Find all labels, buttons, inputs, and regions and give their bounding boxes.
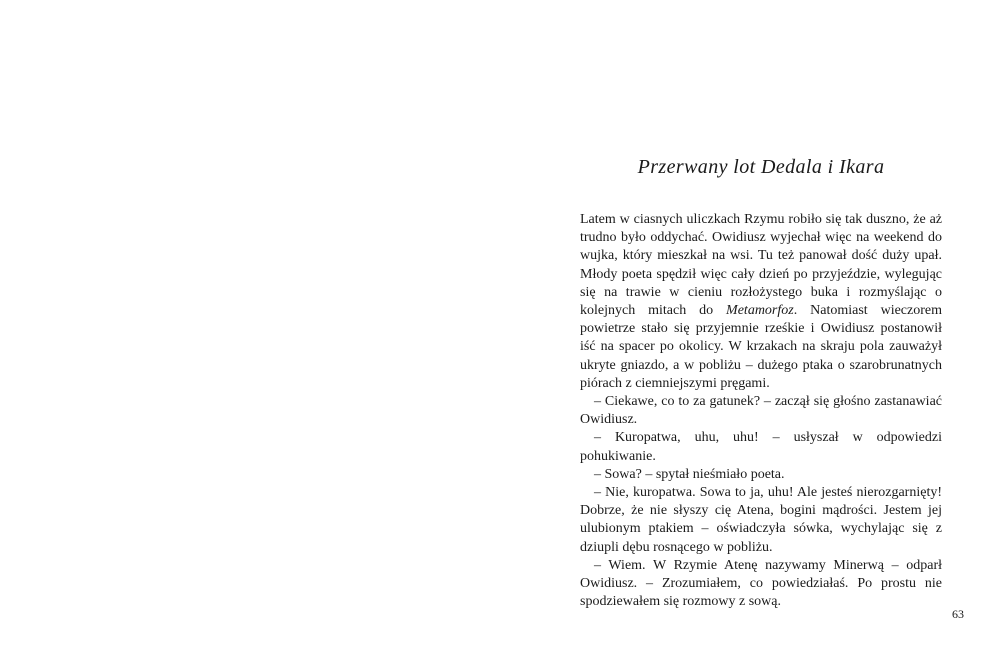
right-page: [500, 0, 1000, 652]
chapter-title: Przerwany lot Dedala i Ikara: [637, 156, 885, 178]
paragraph-text-after: . Natomiast wieczorem powietrze stało się przyjemnie rześkie i Owidiusz postanowił iść na spacer po okolicy. W krzakach na skraju pola zauważył ukryte gniazdo, a w pobliżu – dużego ptaka o szarobrunatnych piórach z ciemniejszymi pręgami.: [580, 303, 942, 391]
body-text: [580, 211, 942, 611]
paragraph-narration: [580, 211, 942, 393]
paragraph-text-before: Latem w ciasnych uliczkach Rzymu robiło się tak duszno, że aż trudno było oddychać. Owidiusz wyjechał więc na weekend do wujka, który mieszkał na wsi. Tu też panował dość duży upał. Młody poeta spędził więc cały dzień po przyjeździe, wylegując się na trawie w cieniu rozłożystego buka i rozmyślając o kolejnych mitach do: [580, 212, 942, 319]
paragraph-dialog: – Wiem. W Rzymie Atenę nazywamy Minerwą – odparł Owidiusz. – Zrozumiałem, co powiedziałaś. Po prostu nie spodziewałem się rozmowy z sową.: [580, 557, 942, 610]
book-title-italic: Metamorfoz: [726, 303, 794, 319]
page-number: 63: [952, 607, 964, 621]
paragraph-dialog: – Kuropatwa, uhu, uhu! – usłyszał w odpowiedzi pohukiwanie.: [580, 430, 942, 464]
paragraph-dialog: – Sowa? – spytał nieśmiało poeta.: [594, 466, 785, 482]
paragraph-dialog: – Nie, kuropatwa. Sowa to ja, uhu! Ale jesteś nierozgarnięty! Dobrze, że nie słyszy cię Atena, bogini mądrości. Jestem jej ulubionym ptakiem – oświadczyła sówka, wychylając się z dziupli dębu rosnącego w pobliżu.: [580, 485, 942, 555]
paragraph-dialog: – Ciekawe, co to za gatunek? – zaczął się głośno zastanawiać Owidiusz.: [580, 394, 942, 428]
